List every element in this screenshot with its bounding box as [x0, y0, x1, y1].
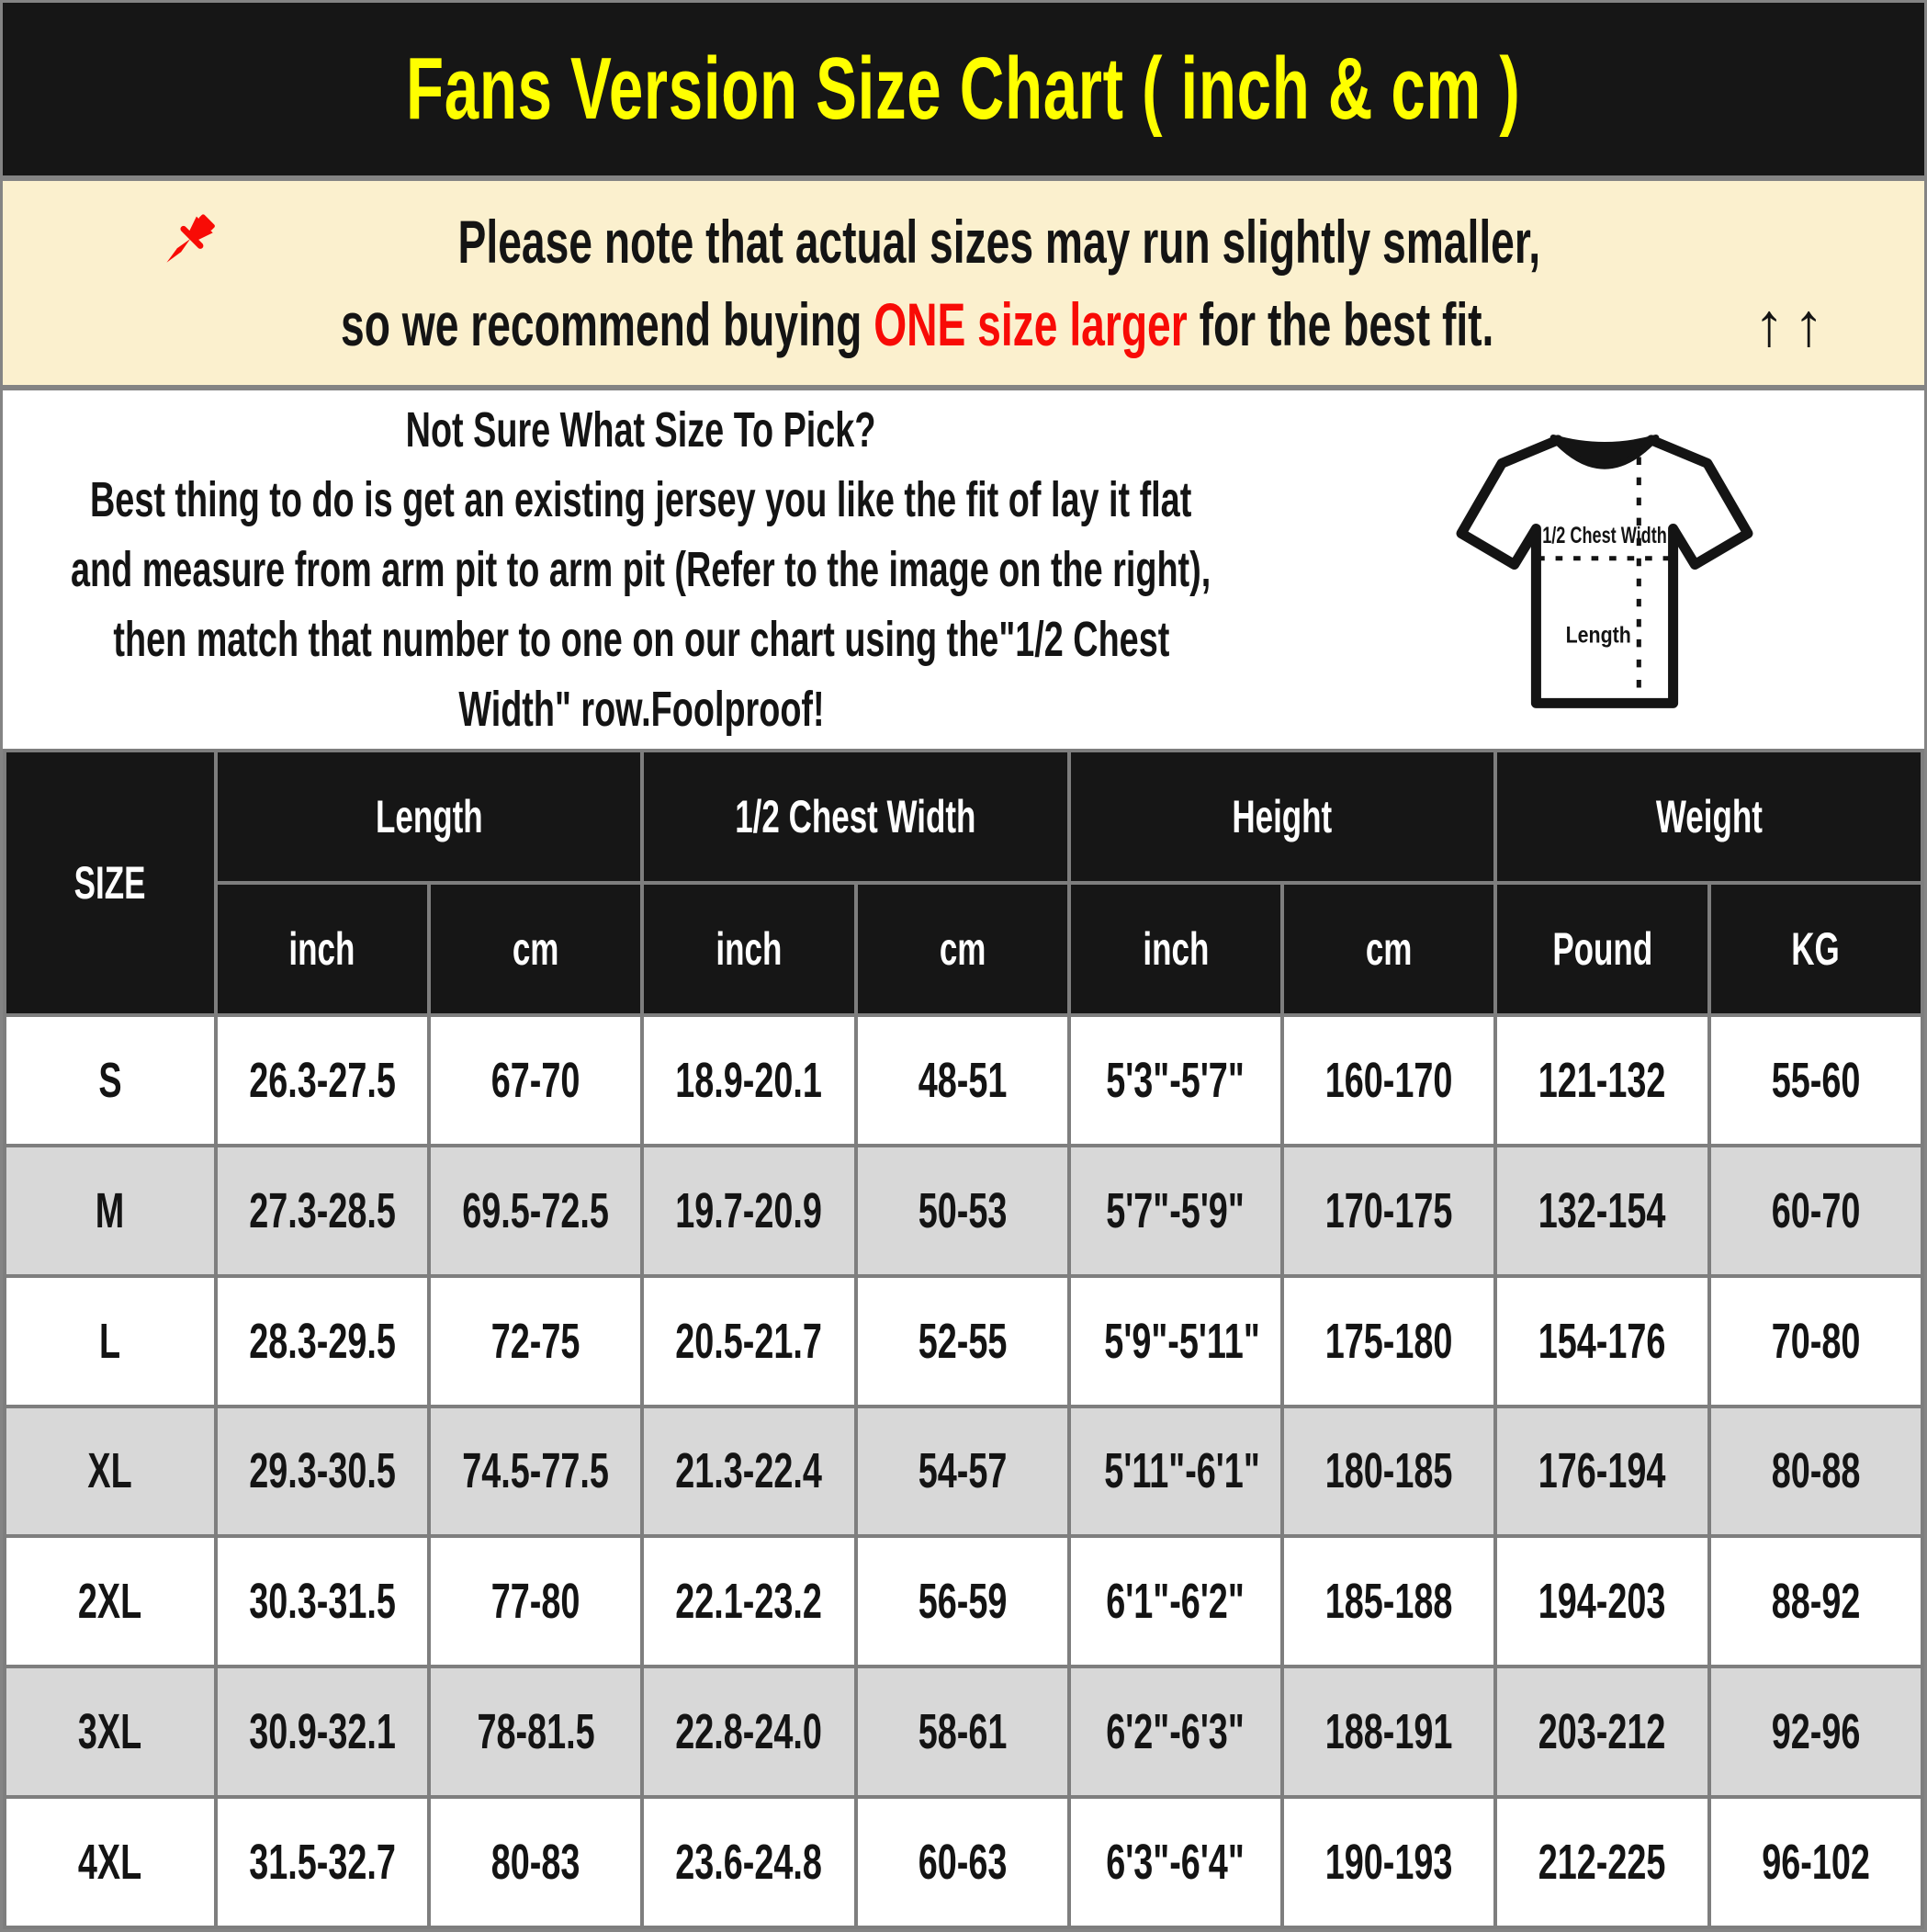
value-cell: 154-176 — [1495, 1276, 1708, 1407]
guide-line-2: Best thing to do is get an existing jersey you like the fit of lay it flat — [90, 472, 1192, 527]
column-group-height: Height — [1069, 751, 1496, 883]
note-text-2-pre: so we recommend buying — [341, 290, 862, 358]
value-cell: 88-92 — [1709, 1536, 1922, 1666]
table-row-l — [5, 1276, 1922, 1407]
value-cell: 96-102 — [1709, 1797, 1922, 1927]
value-cell: 48-51 — [856, 1015, 1069, 1146]
value-cell: 54-57 — [856, 1407, 1069, 1537]
table-row-s — [5, 1015, 1922, 1146]
value-cell: 22.1-23.2 — [642, 1536, 855, 1666]
guide-line-1: Not Sure What Size To Pick? — [406, 402, 876, 458]
table-row-3xl — [5, 1666, 1922, 1797]
value-cell: 30.3-31.5 — [216, 1536, 429, 1666]
value-cell: 56-59 — [856, 1536, 1069, 1666]
value-cell: 52-55 — [856, 1276, 1069, 1407]
value-cell: 72-75 — [429, 1276, 642, 1407]
size-cell: M — [5, 1146, 216, 1276]
subheader-weight-pound: Pound — [1495, 883, 1708, 1015]
value-cell: 69.5-72.5 — [429, 1146, 642, 1276]
guide-line-4: then match that number to one on our chart using the"1/2 Chest — [113, 612, 1169, 667]
subheader-weight-kg: KG — [1709, 883, 1922, 1015]
tshirt-icon — [1461, 440, 1748, 703]
value-cell: 77-80 — [429, 1536, 642, 1666]
value-cell: 160-170 — [1282, 1015, 1495, 1146]
value-cell: 28.3-29.5 — [216, 1276, 429, 1407]
column-group-weight: Weight — [1495, 751, 1922, 883]
chest-width-label: 1/2 Chest Width — [1542, 523, 1667, 548]
value-cell: 58-61 — [856, 1666, 1069, 1797]
value-cell: 6'2"-6'3" — [1069, 1666, 1282, 1797]
value-cell: 190-193 — [1282, 1797, 1495, 1927]
note-line-2 — [94, 289, 1832, 359]
table-row-2xl — [5, 1536, 1922, 1666]
value-cell: 132-154 — [1495, 1146, 1708, 1276]
subheader-length-inch: inch — [216, 883, 429, 1015]
subheader-length-cm: cm — [429, 883, 642, 1015]
value-cell: 19.7-20.9 — [642, 1146, 855, 1276]
size-cell: 2XL — [5, 1536, 216, 1666]
size-column-header: SIZE — [5, 751, 216, 1015]
note-banner — [3, 181, 1924, 385]
note-text-2-post: for the best fit. — [1199, 290, 1494, 358]
page-title: Fans Version Size Chart ( inch & cm ) — [406, 40, 1521, 138]
value-cell: 18.9-20.1 — [642, 1015, 855, 1146]
value-cell: 170-175 — [1282, 1146, 1495, 1276]
up-arrows: ↑↑ — [1753, 290, 1833, 358]
value-cell: 92-96 — [1709, 1666, 1922, 1797]
table-row-4xl — [5, 1797, 1922, 1927]
value-cell: 20.5-21.7 — [642, 1276, 855, 1407]
note-line-1 — [154, 207, 1773, 277]
value-cell: 121-132 — [1495, 1015, 1708, 1146]
value-cell: 5'11"-6'1" — [1069, 1407, 1282, 1537]
value-cell: 21.3-22.4 — [642, 1407, 855, 1537]
table-header — [5, 751, 1922, 1015]
value-cell: 5'9"-5'11" — [1069, 1276, 1282, 1407]
value-cell: 30.9-32.1 — [216, 1666, 429, 1797]
note-text-1: Please note that actual sizes may run slightly smaller, — [457, 208, 1541, 276]
guide-line-5: Width" row.Foolproof! — [457, 682, 825, 737]
size-cell: XL — [5, 1407, 216, 1537]
value-cell: 70-80 — [1709, 1276, 1922, 1407]
value-cell: 27.3-28.5 — [216, 1146, 429, 1276]
size-cell: L — [5, 1276, 216, 1407]
value-cell: 188-191 — [1282, 1666, 1495, 1797]
size-cell: 4XL — [5, 1797, 216, 1927]
value-cell: 6'3"-6'4" — [1069, 1797, 1282, 1927]
value-cell: 175-180 — [1282, 1276, 1495, 1407]
value-cell: 74.5-77.5 — [429, 1407, 642, 1537]
highlight-one-size-larger: ONE size larger — [873, 290, 1189, 358]
subheader-chest-cm: cm — [856, 883, 1069, 1015]
column-group-length: Length — [216, 751, 643, 883]
subheader-height-inch: inch — [1069, 883, 1282, 1015]
size-cell: 3XL — [5, 1666, 216, 1797]
value-cell: 26.3-27.5 — [216, 1015, 429, 1146]
subheader-chest-inch: inch — [642, 883, 855, 1015]
value-cell: 67-70 — [429, 1015, 642, 1146]
value-cell: 180-185 — [1282, 1407, 1495, 1537]
size-cell: S — [5, 1015, 216, 1146]
value-cell: 185-188 — [1282, 1536, 1495, 1666]
value-cell: 5'7"-5'9" — [1069, 1146, 1282, 1276]
value-cell: 6'1"-6'2" — [1069, 1536, 1282, 1666]
value-cell: 5'3"-5'7" — [1069, 1015, 1282, 1146]
value-cell: 22.8-24.0 — [642, 1666, 855, 1797]
value-cell: 78-81.5 — [429, 1666, 642, 1797]
size-table — [3, 749, 1924, 1929]
value-cell: 23.6-24.8 — [642, 1797, 855, 1927]
value-cell: 55-60 — [1709, 1015, 1922, 1146]
value-cell: 176-194 — [1495, 1407, 1708, 1537]
value-cell: 194-203 — [1495, 1536, 1708, 1666]
table-row-xl — [5, 1407, 1922, 1537]
value-cell: 29.3-30.5 — [216, 1407, 429, 1537]
value-cell: 60-63 — [856, 1797, 1069, 1927]
column-group-chest-width: 1/2 Chest Width — [642, 751, 1069, 883]
table-row-m — [5, 1146, 1922, 1276]
subheader-height-cm: cm — [1282, 883, 1495, 1015]
value-cell: 60-70 — [1709, 1146, 1922, 1276]
guide-text — [3, 390, 1279, 749]
title-bar — [3, 3, 1924, 175]
guide-line-3: and measure from arm pit to arm pit (Refer to the image on the right), — [71, 542, 1211, 597]
value-cell: 50-53 — [856, 1146, 1069, 1276]
value-cell: 31.5-32.7 — [216, 1797, 429, 1927]
value-cell: 203-212 — [1495, 1666, 1708, 1797]
guide-section — [3, 390, 1924, 749]
value-cell: 80-88 — [1709, 1407, 1922, 1537]
tshirt-measurement-diagram — [1441, 411, 1768, 734]
value-cell: 212-225 — [1495, 1797, 1708, 1927]
value-cell: 80-83 — [429, 1797, 642, 1927]
length-label: Length — [1565, 622, 1631, 649]
pushpin-icon — [154, 208, 222, 276]
